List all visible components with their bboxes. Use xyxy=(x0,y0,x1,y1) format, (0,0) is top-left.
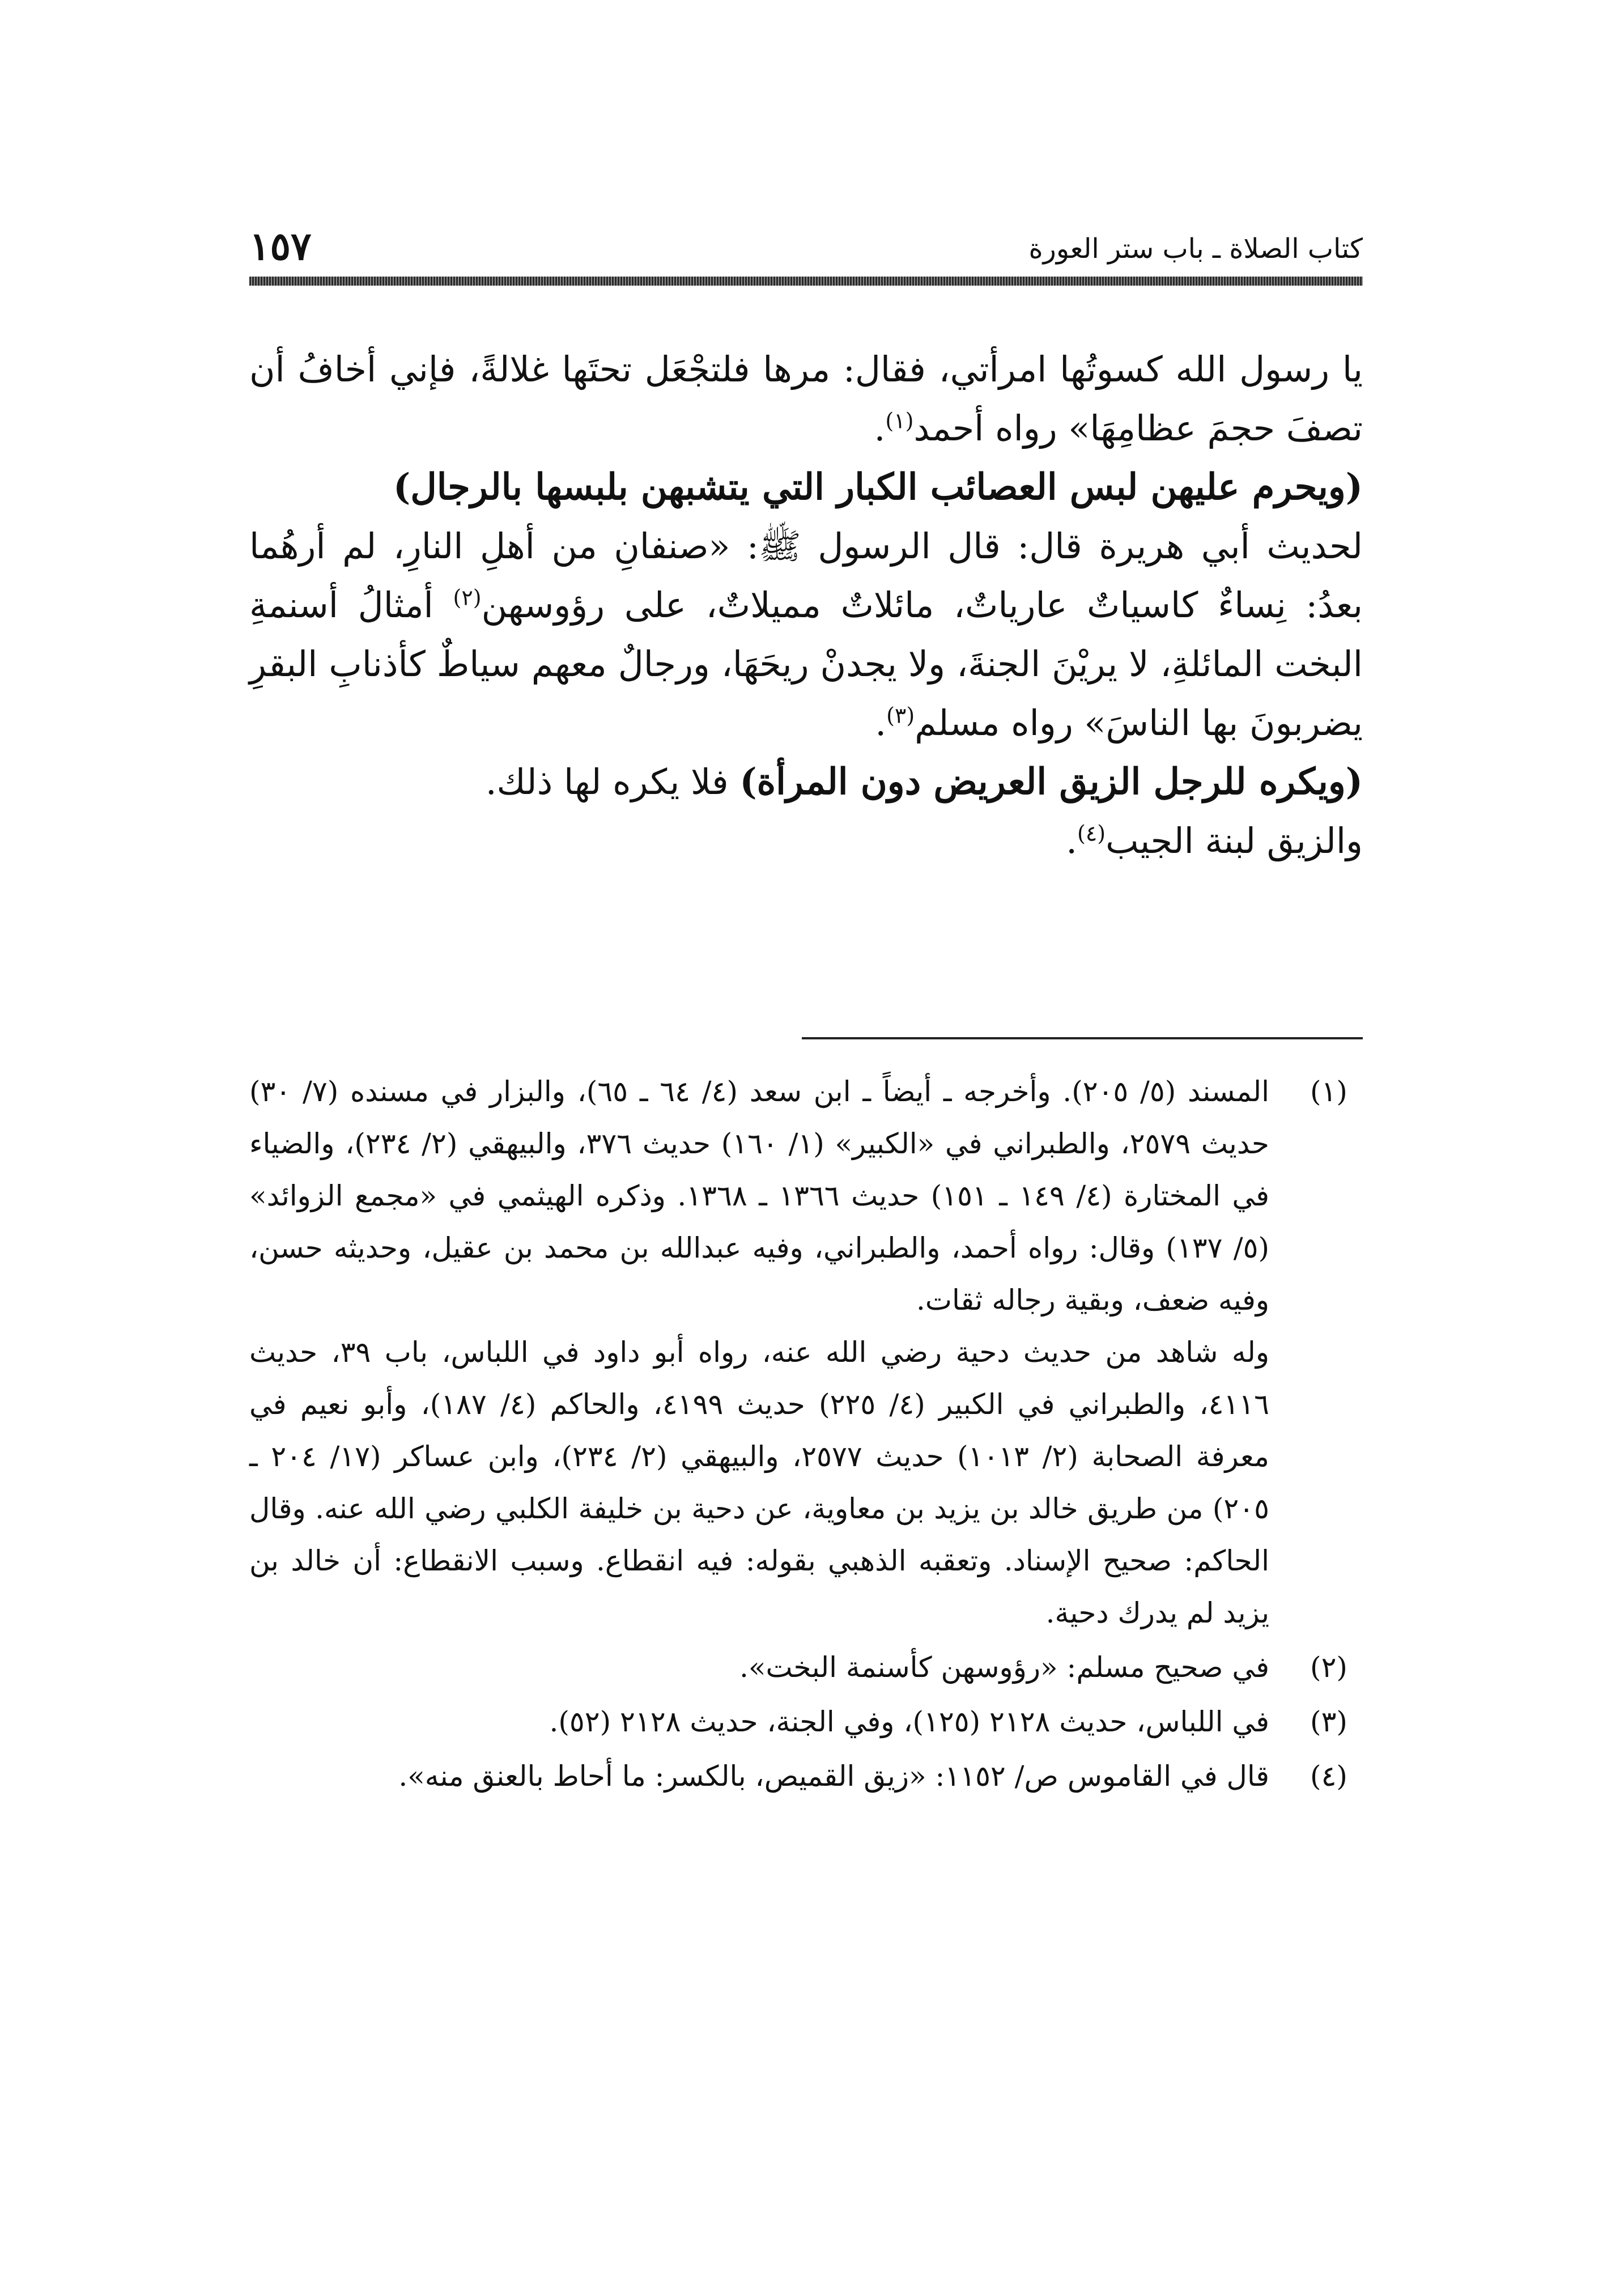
footnote-1 xyxy=(249,1065,1363,1639)
page-number: ١٥٧ xyxy=(249,224,312,269)
paragraph-text: والزيق لبنة الجيب xyxy=(1106,820,1363,861)
punctuation: . xyxy=(874,407,886,449)
footnote-ref: (٤) xyxy=(1077,821,1106,846)
footnote-text: المسند (٥/ ٢٠٥). وأخرجه ـ أيضاً ـ ابن سعد (٤/ ٦٤ ـ ٦٥)، والبزار في مسنده (٧/ ٣٠) حديث ٢٥٧٩، والطبراني في «الكبير» (١/ ١٦٠) حديث ٣٧٦، والبيهقي (٢/ ٢٣٤)، والضياء في المختارة (٤/ ١٤٩ ـ ١٥١) حديث ١٣٦٦ ـ ١٣٦٨. وذكره الهيثمي في «مجمع الزوائد» (٥/ ١٣٧) وقال: رواه أحمد، والطبراني، وفيه عبدالله بن محمد بن عقيل، وحديثه حسن، وفيه ضعف، وبقية رجاله ثقات. xyxy=(249,1075,1269,1317)
paragraph-text: يا رسول الله كسوتُها امرأتي، فقال: مرها فلتجْعَل تحتَها غلالةً، فإني أخافُ أن تصفَ حجمَ عظامِهَا» رواه أحمد xyxy=(249,349,1363,449)
footnote-separator xyxy=(802,1037,1363,1039)
footnote-ref: (٢) xyxy=(453,585,482,610)
paragraph-text: أمثالُ أسنمةِ البخت المائلةِ، لا يريْنَ الجنةَ، ولا يجدنْ ريحَهَا، ورجالٌ معهم سياطٌ كأذنابِ البقرِ يضربونَ بها الناسَ» رواه مسلم xyxy=(249,584,1363,744)
paragraph xyxy=(249,340,1363,458)
paragraph-text: فلا يكره لها ذلك. xyxy=(485,761,740,802)
footnotes xyxy=(249,1065,1363,1802)
footnote-number: (٢) xyxy=(1310,1651,1347,1684)
paragraph xyxy=(249,753,1363,812)
punctuation: . xyxy=(875,702,887,744)
footnote-text: قال في القاموس ص/ ١١٥٢: «زيق القميص، بالكسر: ما أحاط بالعنق منه». xyxy=(398,1760,1269,1793)
footnote-number: (٤) xyxy=(1310,1760,1347,1793)
punctuation: . xyxy=(1066,820,1077,861)
paragraph xyxy=(249,812,1363,871)
footnote-4 xyxy=(249,1750,1363,1802)
paragraph-text: لحديث أبي هريرة قال: قال الرسول ﷺ: «صنفانِ من أهلِ النارِ، لم أرهُما بعدُ: نِساءٌ كاسياتٌ عارياتٌ، مائلاتٌ مميلاتٌ، على رؤوسهن xyxy=(249,525,1363,626)
header-rule xyxy=(249,277,1363,286)
section-heading: (ويحرم عليهن لبس العصائب الكبار التي يتشبهن بلبسها بالرجال) xyxy=(393,466,1363,508)
footnote-ref: (٣) xyxy=(886,703,915,728)
footnote-2 xyxy=(249,1641,1363,1693)
footnote-text: وله شاهد من حديث دحية رضي الله عنه، رواه أبو داود في اللباس، باب ٣٩، حديث ٤١١٦، والطبراني في الكبير (٤/ ٢٢٥) حديث ٤١٩٩، والحاكم (٤/ ١٨٧)، وأبو نعيم في معرفة الصحابة (٢/ ١٠١٣) حديث ٢٥٧٧، والبيهقي (٢/ ٢٣٤)، وابن عساكر (١٧/ ٢٠٤ ـ ٢٠٥) من طريق خالد بن يزيد بن معاوية، عن دحية بن خليفة الكلبي رضي الله عنه. وقال الحاكم: صحيح الإسناد. وتعقبه الذهبي بقوله: فيه انقطاع. وسبب الانقطاع: أن خالد بن يزيد لم يدرك دحية. xyxy=(249,1336,1270,1629)
footnote-number: (١) xyxy=(1310,1075,1347,1108)
paragraph xyxy=(249,517,1363,753)
footnote-text: في اللباس، حديث ٢١٢٨ (١٢٥)، وفي الجنة، حديث ٢١٢٨ (٥٢). xyxy=(549,1705,1269,1738)
main-text xyxy=(249,340,1363,871)
footnote-ref: (١) xyxy=(885,408,914,434)
chapter-title: كتاب الصلاة ـ باب ستر العورة xyxy=(1028,233,1363,265)
running-header xyxy=(249,224,1363,269)
footnote-3 xyxy=(249,1696,1363,1748)
section-heading: (ويكره للرجل الزيق العريض دون المرأة) xyxy=(739,761,1363,803)
footnote-text: في صحيح مسلم: «رؤوسهن كأسنمة البخت». xyxy=(739,1651,1269,1684)
footnote-number: (٣) xyxy=(1310,1705,1347,1738)
